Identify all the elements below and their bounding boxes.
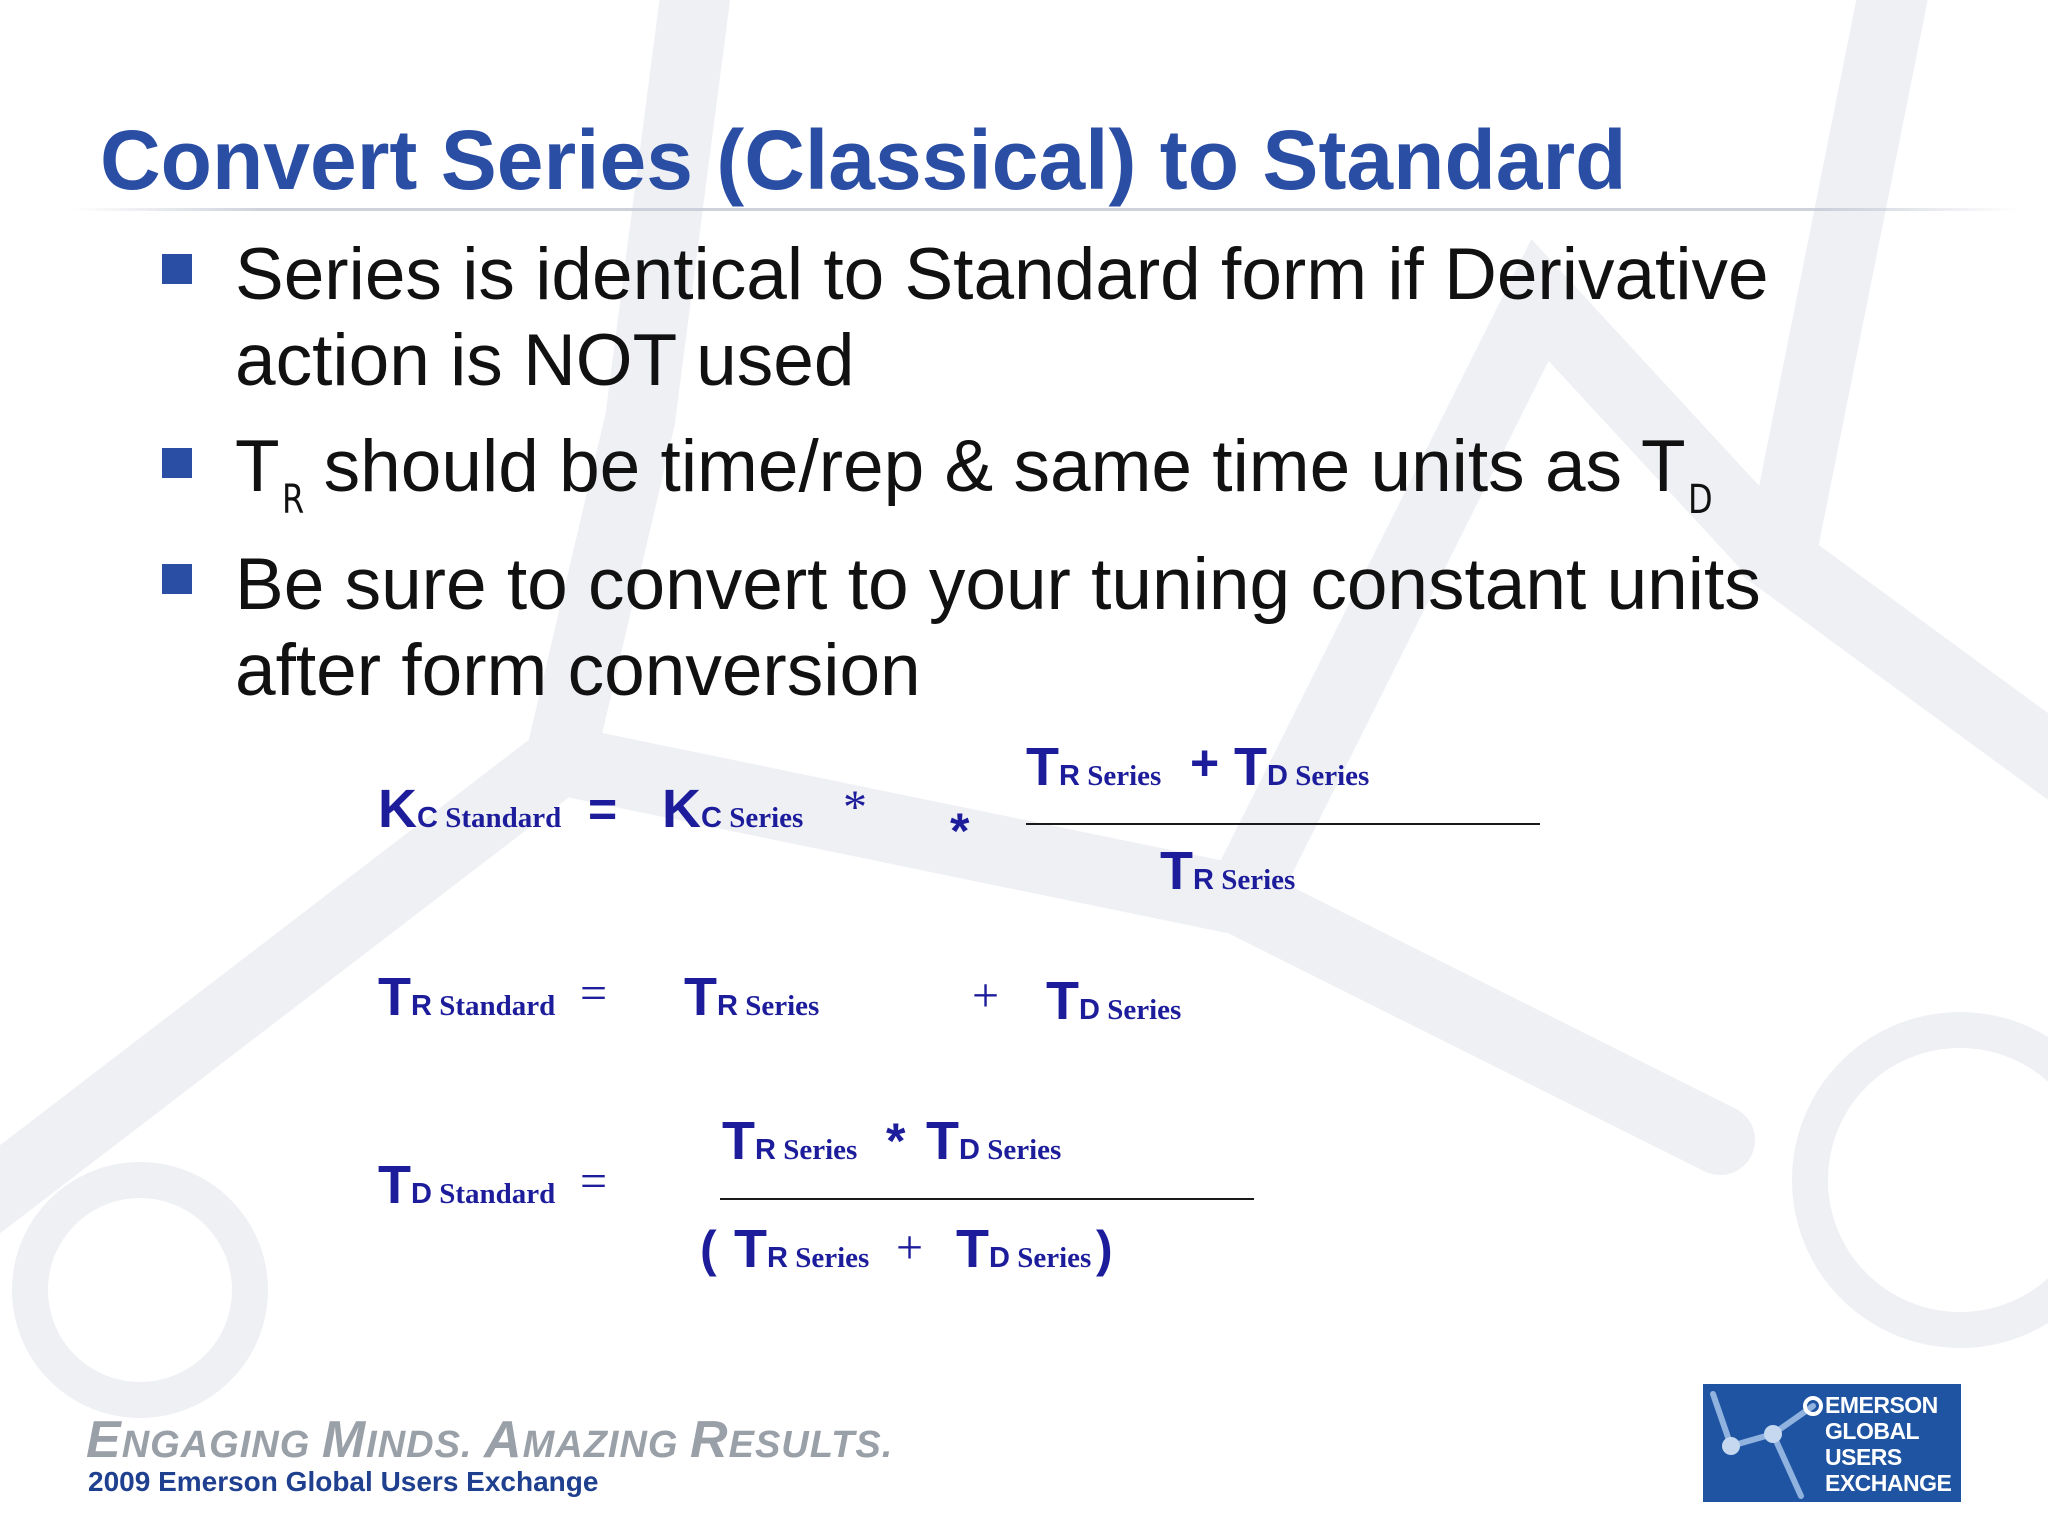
eq2-td-series: TD Series (1046, 971, 1182, 1031)
eq1-kc-series: KC Series (662, 779, 804, 839)
bullet-2-t-sub: R (281, 477, 304, 523)
bullet-2-t: T (235, 426, 280, 507)
eq2-tr-series: TR Series (684, 967, 820, 1027)
bullet-square-icon (162, 564, 192, 594)
eq2-lhs: TR Standard (378, 967, 556, 1027)
eq3-numerator-tr: TR Series (722, 1111, 858, 1171)
eq1-star-big: * (950, 803, 970, 859)
eq3-lhs: TD Standard (378, 1155, 556, 1215)
eq3-fraction-bar (720, 1198, 1254, 1200)
bullet-3 (235, 542, 1761, 714)
eq1-denominator-tr: TR Series (1160, 841, 1296, 901)
bullet-3-line-2: after form conversion (235, 630, 921, 711)
logo-text: EMERSON GLOBAL USERS EXCHANGE (1825, 1392, 1952, 1496)
eq3-times: * (886, 1113, 906, 1169)
eq3-equals: = (580, 1155, 608, 1208)
footer-tagline: ENGAGING MINDS. AMAZING RESULTS. (86, 1411, 894, 1469)
bullet-2 (235, 424, 1712, 543)
bullet-2-text: should be time/rep & same time units as T (303, 426, 1686, 507)
bullet-square-icon (162, 448, 192, 478)
bullet-square-icon (162, 254, 192, 284)
eq1-lhs: KC Standard (378, 779, 562, 839)
slide-title: Convert Series (Classical) to Standard (100, 113, 1627, 207)
bullet-1-line-2: action is NOT used (235, 320, 855, 401)
eq2-plus: + (972, 969, 1000, 1022)
eq3-plus: + (896, 1221, 924, 1274)
bullet-1-line-1: Series is identical to Standard form if Derivative (235, 234, 1769, 315)
eq2-equals: = (580, 967, 608, 1020)
eq1-equals: = (588, 781, 618, 837)
title-divider (70, 208, 2020, 211)
eq3-numerator-td: TD Series (926, 1111, 1062, 1171)
eq3-right-paren: ) (1096, 1221, 1113, 1277)
eq1-numerator-tr: TR Series (1026, 737, 1162, 797)
footer-event-name: 2009 Emerson Global Users Exchange (88, 1466, 599, 1497)
bullet-1 (235, 232, 1769, 404)
eq3-left-paren: ( (700, 1221, 717, 1277)
emerson-logo (1703, 1384, 1961, 1502)
eq3-denominator-tr: TR Series (734, 1219, 870, 1279)
eq3-denominator-td: TD Series (956, 1219, 1092, 1279)
eq1-star-small: * (843, 781, 867, 834)
eq1-fraction-bar (1026, 823, 1540, 825)
eq1-plus: + (1190, 735, 1220, 791)
eq1-numerator-td: TD Series (1234, 737, 1370, 797)
bullet-3-line-1: Be sure to convert to your tuning constant units (235, 544, 1761, 625)
bullet-2-td-sub: D (1687, 477, 1713, 523)
